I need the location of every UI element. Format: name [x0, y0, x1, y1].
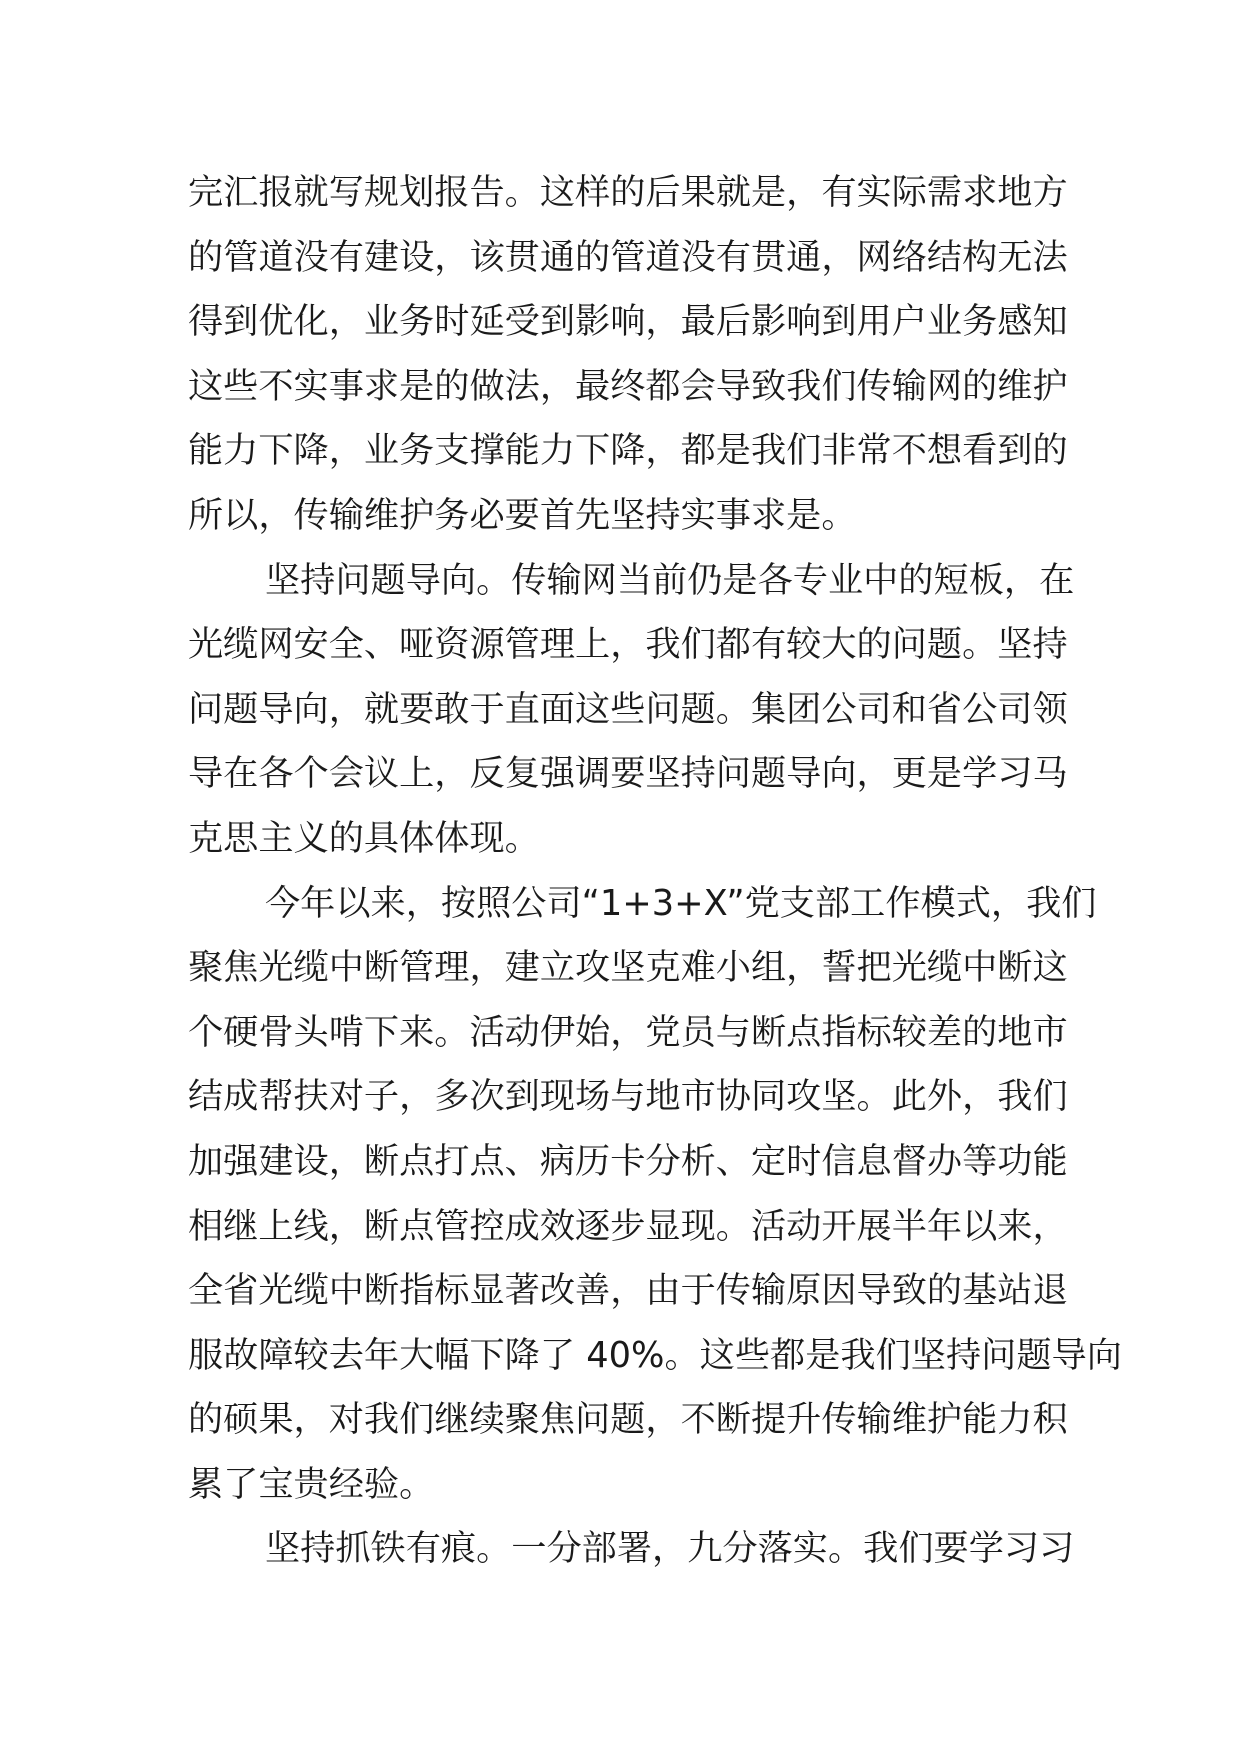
text-line: 光缆网安全、哑资源管理上，我们都有较大的问题。坚持 — [188, 624, 1068, 666]
text-line: 个硬骨头啃下来。活动伊始，党员与断点指标较差的地市 — [188, 1011, 1068, 1053]
text-line: 的硕果，对我们继续聚焦问题，不断提升传输维护能力积 — [188, 1399, 1068, 1441]
text-line: 这些不实事求是的做法，最终都会导致我们传输网的维护 — [188, 365, 1068, 407]
text-line: 的管道没有建设，该贯通的管道没有贯通，网络结构无法 — [188, 236, 1068, 278]
text-line: 聚焦光缆中断管理，建立攻坚克难小组，誓把光缆中断这 — [188, 947, 1068, 989]
body-text — [188, 161, 1122, 1582]
paragraph-first-line: 今年以来，按照公司“1+3+X”党支部工作模式，我们 — [265, 882, 1097, 924]
text-line: 服故障较去年大幅下降了 40%。这些都是我们坚持问题导向 — [188, 1334, 1122, 1376]
text-line: 结成帮扶对子，多次到现场与地市协同攻坚。此外，我们 — [188, 1076, 1068, 1118]
text-line: 加强建设，断点打点、病历卡分析、定时信息督办等功能 — [188, 1140, 1068, 1182]
text-line: 完汇报就写规划报告。这样的后果就是，有实际需求地方 — [188, 172, 1068, 213]
paragraph-first-line: 坚持问题导向。传输网当前仍是各专业中的短板，在 — [265, 559, 1075, 601]
text-line: 累了宝贵经验。 — [188, 1463, 435, 1505]
text-line: 相继上线，断点管控成效逐步显现。活动开展半年以来， — [188, 1205, 1068, 1247]
paragraph-first-line: 坚持抓铁有痕。一分部署，九分落实。我们要学习习 — [265, 1528, 1075, 1570]
text-line: 能力下降，业务支撑能力下降，都是我们非常不想看到的 — [188, 430, 1068, 472]
text-line: 得到优化，业务时延受到影响，最后影响到用户业务感知 — [188, 301, 1068, 343]
text-line: 所以，传输维护务必要首先坚持实事求是。 — [188, 494, 857, 536]
text-line: 克思主义的具体体现。 — [188, 817, 540, 859]
text-line: 全省光缆中断指标显著改善，由于传输原因导致的基站退 — [188, 1270, 1068, 1312]
text-line: 问题导向，就要敢于直面这些问题。集团公司和省公司领 — [188, 688, 1068, 730]
text-line: 导在各个会议上，反复强调要坚持问题导向，更是学习马 — [188, 753, 1068, 795]
